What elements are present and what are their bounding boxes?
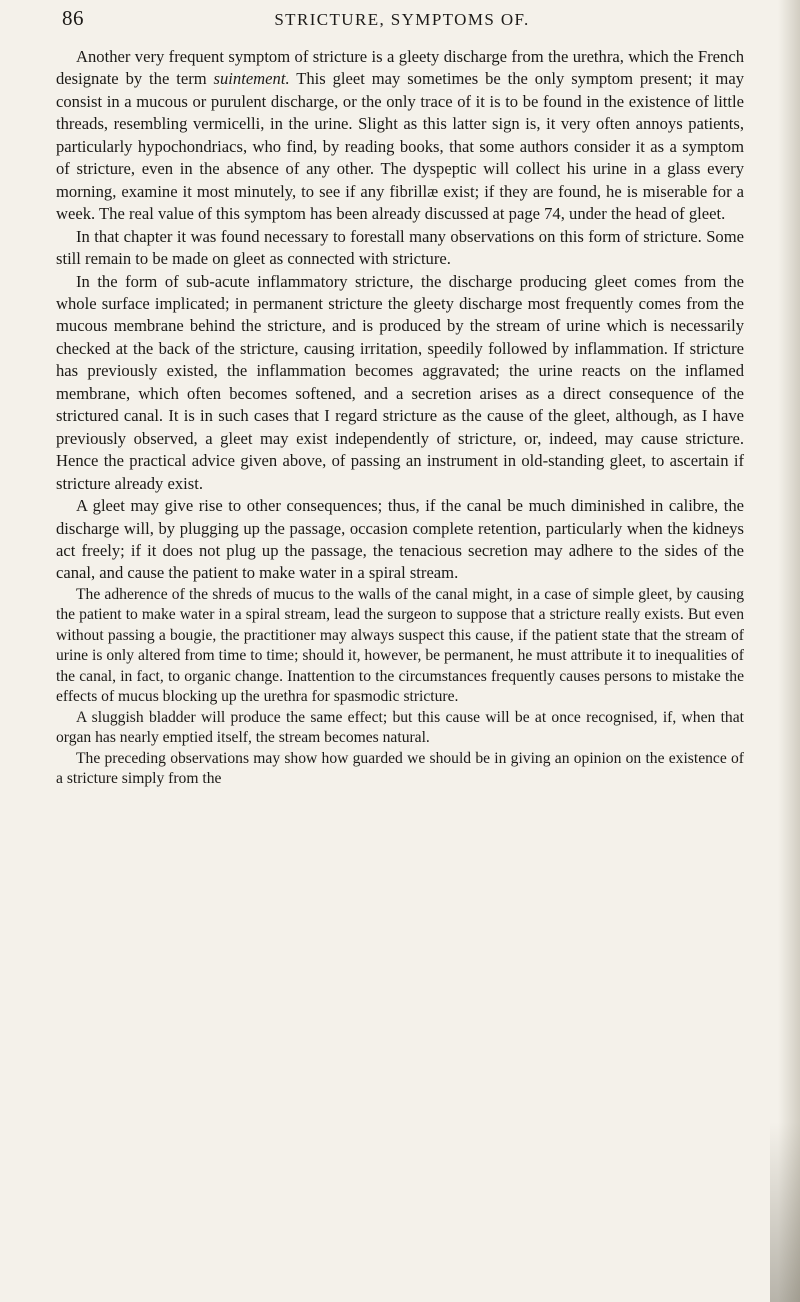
page-edge-shadow [778, 0, 800, 1302]
page-corner-shadow [770, 1122, 800, 1302]
paragraph: In that chapter it was found necessary to forestall many observations on this form of stricture. Some still remain to be made on gleet as connected with stricture. [56, 226, 744, 269]
paragraph: In the form of sub-acute inflammatory stricture, the discharge producing gleet comes from the whole surface implicated; in permanent stricture the gleety discharge most frequently comes from the mucous membrane behind the stricture, and is produced by the stream of urine which is necessarily checked at the back of the stricture, causing irritation, speedily followed by inflammation. If stricture has previously existed, the inflammation becomes aggravated; the urine reacts on the inflamed membrane, which often becomes softened, and a secretion arises as a direct consequence of the strictured canal. It is in such cases that I regard stricture as the cause of the gleet, although, as I have previously observed, a gleet may exist independently of stricture, or, indeed, may cause stricture. Hence the practical advice given above, of passing an instrument in old-standing gleet, to ascertain if stricture already exist. [56, 271, 744, 493]
page-header [62, 6, 742, 36]
page-number: 86 [62, 6, 84, 30]
running-head: STRICTURE, SYMPTOMS OF. [274, 10, 530, 29]
paragraph: A gleet may give rise to other consequences; thus, if the canal be much diminished in calibre, the discharge will, by plugging up the passage, occasion complete retention, particularly when the kidneys act freely; if it does not plug up the passage, the tenacious secretion may adhere to the sides of the canal, and cause the patient to make water in a spiral stream. [56, 496, 744, 583]
body-text [56, 46, 744, 790]
paragraph: The adherence of the shreds of mucus to the walls of the canal might, in a case of simple gleet, by causing the patient to make water in a spiral stream, lead the surgeon to suppose that a stricture really exists. But even without passing a bougie, the practitioner may always suspect this cause, if the patient state that the stream of urine is only altered from time to time; should it, however, be permanent, he must attribute it to inequalities of the canal, in fact, to organic change. Inattention to the circumstances frequently causes persons to mistake the effects of mucus blocking up the urethra for spasmodic stricture. [56, 585, 744, 706]
paragraph-text: This gleet may sometimes be the only symptom present; it may consist in a mucous or purulent discharge, or the only trace of it is to be found in the existence of little threads, resembling vermicelli, in the urine. Slight as this latter sign is, it very often annoys patients, particularly hypochondriacs, who find, by reading books, that some authors consider it as a symptom of stricture, even in the absence of any other. The dyspeptic will collect his urine in a glass every morning, examine it most minutely, to see if any fibrillæ exist; if they are found, he is miserable for a week. The real value of this symptom has been already discussed at page 74, under the head of gleet. [56, 69, 744, 224]
paragraph [56, 46, 744, 226]
paragraph: A sluggish bladder will produce the same effect; but this cause will be at once recognised, if, when that organ has nearly emptied itself, the stream becomes natural. [56, 708, 744, 747]
italic-term: suintement. [213, 69, 290, 89]
paragraph-text: Another very frequent symptom of stricture is a gleety discharge from the urethra, which the French designate by the term [56, 47, 744, 89]
paragraph: The preceding observations may show how guarded we should be in giving an opinion on the existence of a stricture simply from the [56, 749, 744, 788]
